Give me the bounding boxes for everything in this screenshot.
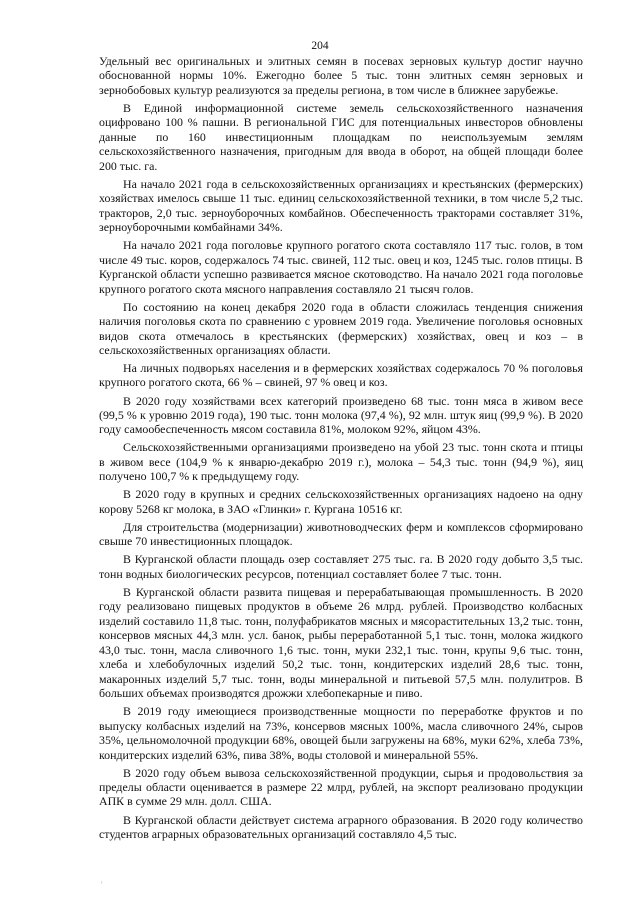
page-number: 204 xyxy=(311,40,329,52)
paragraph: Для строительства (модернизации) животноводческих ферм и комплексов сформировано свыше 70 инвестиционных площадок. xyxy=(99,519,583,549)
paragraph: Удельный вес оригинальных и элитных семян в посевах зерновых культур достиг научно обоснованной нормы 10%. Ежегодно более 5 тыс. тонн элитных семян зерновых и зернобобовых культур реализуются за пределы региона, в том числе в ближнее зарубежье. xyxy=(99,54,583,97)
paragraph: На начало 2021 года в сельскохозяйственных организациях и крестьянских (фермерских) хозяйствах имелось свыше 11 тыс. единиц сельскохозяйственной техники, в том числе 5,2 тыс. тракторов, 2,0 тыс. зерноуборочных комбайнов. Обеспеченность тракторами составляет 31%, зерноуборочными комбайнами 34%. xyxy=(99,176,583,235)
scan-margin-mark: ' xyxy=(101,880,103,890)
paragraph: По состоянию на конец декабря 2020 года в области сложилась тенденция снижения наличия поголовья скота по сравнению с уровнем 2019 года. Увеличение поголовья основных видов скота отмечалось в крестьянских (фермерских) хозяйствах, овец и коз – в сельскохозяйственных организациях области. xyxy=(99,299,583,357)
paragraph: В 2020 году в крупных и средних сельскохозяйственных организациях надоено на одну корову 5268 кг молока, в ЗАО «Глинки» г. Кургана 10516 кг. xyxy=(99,487,583,516)
paragraph: В Курганской области площадь озер составляет 275 тыс. га. В 2020 году добыто 3,5 тыс. тонн водных биологических ресурсов, потенциал составляет более 7 тыс. тонн. xyxy=(99,552,583,581)
paragraph: В Единой информационной системе земель сельскохозяйственного назначения оцифровано 100 % пашни. В региональной ГИС для потенциальных инвесторов обновлены данные по 160 инвестиционным площадкам по неиспользуемым землям сельскохозяйственного назначения, пригодным для ввода в оборот, на общей площади более 200 тыс. га. xyxy=(99,100,583,173)
paragraph: В 2019 году имеющиеся производственные мощности по переработке фруктов и по выпуску колбасных изделий на 73%, консервов мясных 100%, масла сливочного 24%, сыров 35%, цельномолочной продукции 68%, овощей были загружены на 68%, муки 62%, хлеба 73%, кондитерских изделий 63%, пива 38%, воды столовой и минеральной 55%. xyxy=(99,704,583,762)
paragraph: На начало 2021 года поголовье крупного рогатого скота составляло 117 тыс. голов, в том числе 49 тыс. коров, содержалось 74 тыс. свиней, 112 тыс. овец и коз, 1245 тыс. голов птицы. В Курганской области успешно развивается мясное скотоводство. На начало 2021 года поголовье крупного рогатого скота мясного направления составляло 21 тысяч голов. xyxy=(99,238,583,296)
paragraph: В Курганской области развита пищевая и перерабатывающая промышленность. В 2020 году реализовано пищевых продуктов в объеме 26 млрд. рублей. Производство колбасных изделий составило 11,8 тыс. тонн, полуфабрикатов мясных и мясорастительных 13,2 тыс. тонн, консервов мясных 44,3 млн. усл. банок, рыбы переработанной 5,1 тыс. тонн, молока жидкого 43,0 тыс. тонн, масла сливочного 1,6 тыс. тонн, муки 232,1 тыс. тонн, крупы 9,6 тыс. тонн, хлеба и хлебобулочных изделий 50,2 тыс. тонн, кондитерских изделий 28,6 тыс. тонн, макаронных изделий 5,7 тыс. тонн, воды минеральной и питьевой 57,5 млн. полулитров. В больших объемах производятся дрожжи хлебопекарные и пиво. xyxy=(99,584,583,701)
body-text xyxy=(99,54,583,845)
paragraph: На личных подворьях населения и в фермерских хозяйствах содержалось 70 % поголовья крупного рогатого скота, 66 % – свиней, 97 % овец и коз. xyxy=(99,361,583,390)
paragraph: В Курганской области действует система аграрного образования. В 2020 году количество студентов аграрных образовательных организаций составляло 4,5 тыс. xyxy=(99,812,583,841)
paragraph: В 2020 году хозяйствами всех категорий произведено 68 тыс. тонн мяса в живом весе (99,5 % к уровню 2019 года), 190 тыс. тонн молока (97,4 %), 92 млн. штук яиц (99,9 %). В 2020 году самообеспеченность мясом составила 81%, молоком 92%, яйцом 43%. xyxy=(99,393,583,437)
paragraph: Сельскохозяйственными организациями произведено на убой 23 тыс. тонн скота и птицы в живом весе (104,9 % к январю-декабрю 2019 г.), молока – 54,3 тыс. тонн (94,9 %), яиц получено 100,7 % к предыдущему году. xyxy=(99,440,583,484)
paragraph: В 2020 году объем вывоза сельскохозяйственной продукции, сырья и продовольствия за пределы области оценивается в размере 22 млрд, рублей, на экспорт реализовано продукции АПК в сумме 29 млн. долл. США. xyxy=(99,765,583,809)
